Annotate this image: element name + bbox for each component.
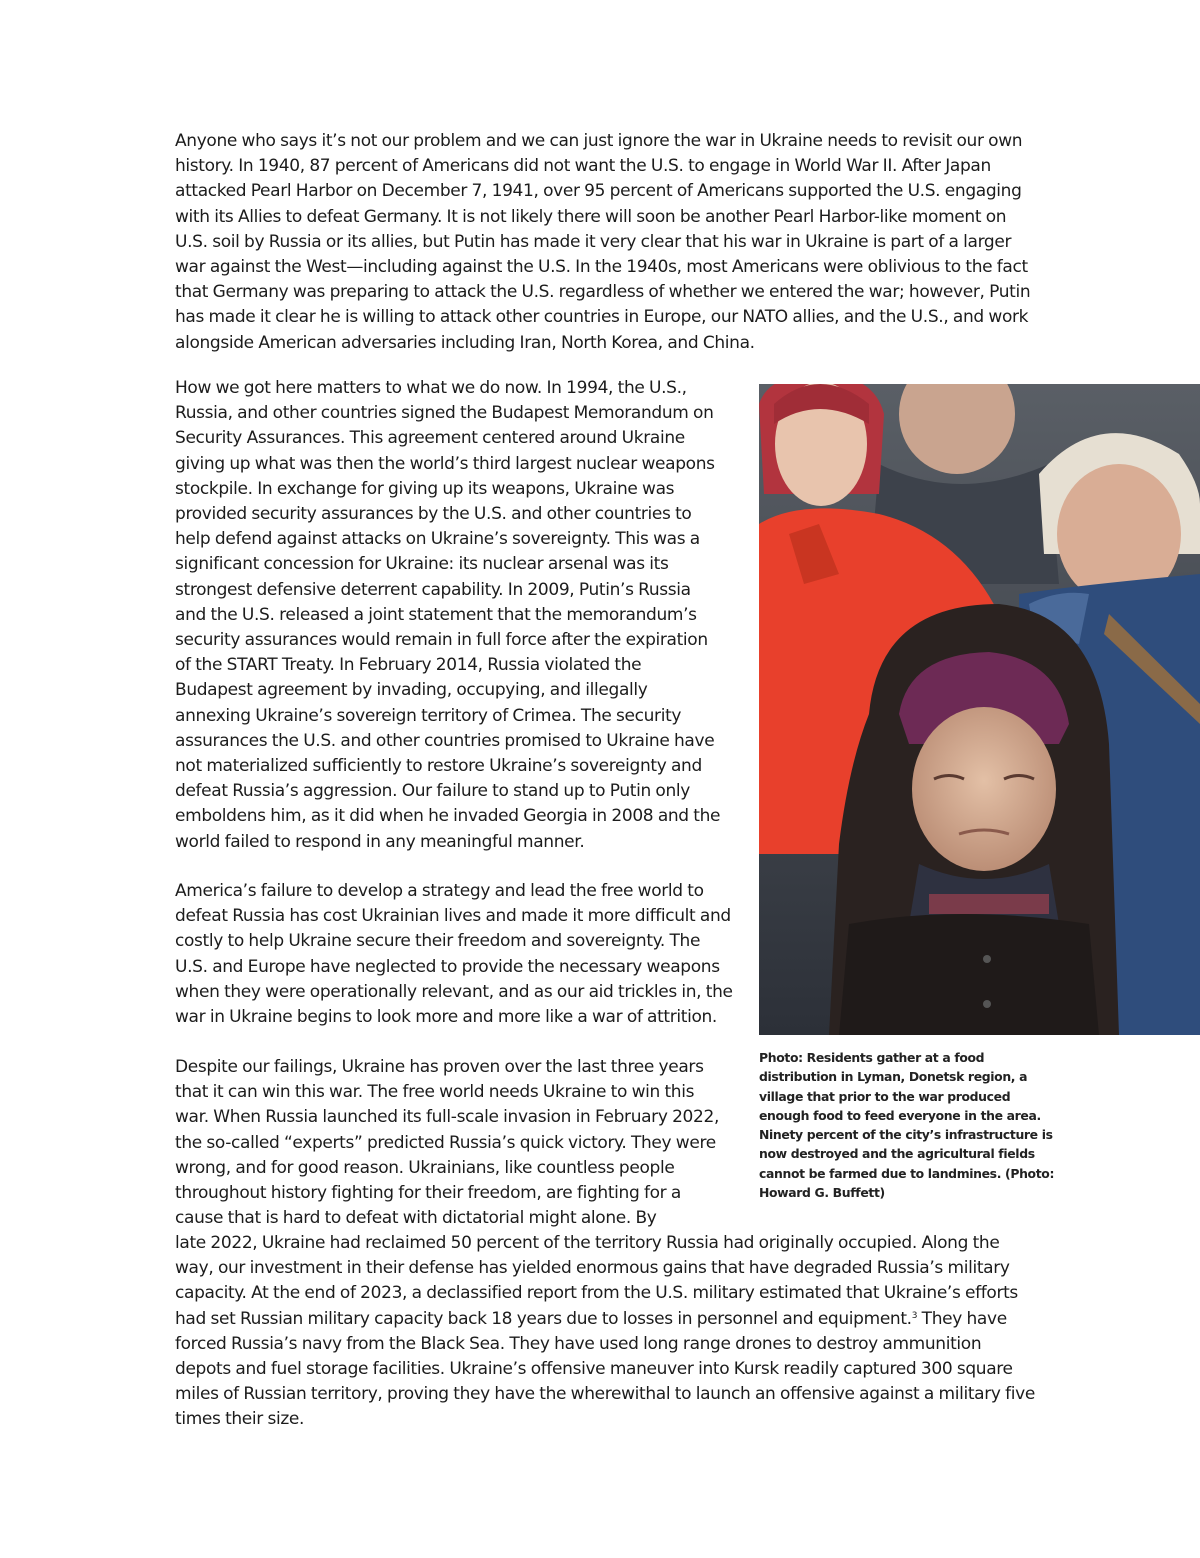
paragraph-ukraine-can-win: Despite our failings, Ukraine has proven over the last three years that it can win this war. The free world needs Ukraine to win this war. When Russia launched its full-scale invasion in February 2022, the so-called “experts” predicted Russia’s quick victory. They were wrong, and for good reason. Ukrainians, like countless people throughout history fighting for their freedom, are fighting for a cause that is hard to defeat with dictatorial might alone. By: [175, 1057, 720, 1229]
paragraph-ukraine-gains: [175, 1231, 1035, 1433]
residents-photo: [759, 384, 1200, 1035]
gains-text-before-note: late 2022, Ukraine had reclaimed 50 percent of the territory Russia had originally occupied. Along the way, our investment in their defense has yielded enormous gains that have degraded Russia’s military capacity. At the end of 2023, a declassified report from the U.S. military estimated that Ukraine’s efforts had set Russian military capacity back 18 years due to losses in personnel and equipment.: [175, 1233, 1018, 1329]
paragraph-budapest-memorandum: How we got here matters to what we do now. In 1994, the U.S., Russia, and other countries signed the Budapest Memorandum on Security Assurances. This agreement centered around Ukraine giving up what was then the world’s third largest nuclear weapons stockpile. In exchange for giving up its weapons, Ukraine was provided security assurances by the U.S. and other countries to help defend against attacks on Ukraine’s sovereignty. This was a significant concession for Ukraine: its nuclear arsenal was its strongest defensive deterrent capability. In 2009, Putin’s Russia and the U.S. released a joint statement that the memorandum’s security assurances would remain in full force after the expiration of the START Treaty. In February 2014, Russia violated the Budapest agreement by invading, occupying, and illegally annexing Ukraine’s sovereign territory of Crimea. The security assurances the U.S. and other countries promised to Ukraine have not materialized sufficiently to restore Ukraine’s sovereignty and defeat Russia’s aggression. Our failure to stand up to Putin only emboldens him, as it did when he invaded Georgia in 2008 and the world failed to respond in any meaningful manner.: [175, 378, 721, 852]
footnote-reference[interactable]: 3: [911, 1310, 918, 1321]
gains-text-after-note: They have forced Russia’s navy from the Black Sea. They have used long range drones to destroy ammunition depots and fuel storage facilities. Ukraine’s offensive maneuver into Kursk readily captured 300 square miles of Russian territory, proving they have the wherewithal to launch an offensive against a military five times their size.: [175, 1308, 1035, 1430]
paragraph-strategy-failure: America’s failure to develop a strategy and lead the free world to defeat Russia has cost Ukrainian lives and made it more difficult and costly to help Ukraine secure their freedom and sovereignty. The U.S. and Europe have neglected to provide the necessary weapons when they were operationally relevant, and as our aid trickles in, the war in Ukraine begins to look more and more like a war of attrition.: [175, 881, 733, 1028]
paragraph-history: Anyone who says it’s not our problem and we can just ignore the war in Ukraine needs to revisit our own history. In 1940, 87 percent of Americans did not want the U.S. to engage in World War II. After Japan attacked Pearl Harbor on December 7, 1941, over 95 percent of Americans supported the U.S. engaging with its Allies to defeat Germany. It is not likely there will soon be another Pearl Harbor-like moment on U.S. soil by Russia or its allies, but Putin has made it very clear that his war in Ukraine is part of a larger war against the West—including against the U.S. In the 1940s, most Americans were oblivious to the fact that Germany was preparing to attack the U.S. regardless of whether we entered the war; however, Putin has made it clear he is willing to attack other countries in Europe, our NATO allies, and the U.S., and work alongside American adversaries including Iran, North Korea, and China.: [175, 131, 1031, 353]
photo-caption: Photo: Residents gather at a food distribution in Lyman, Donetsk region, a village that prior to the war produced enough food to feed everyone in the area. Ninety percent of the city’s infrastructure is now destroyed and the agricultural fields cannot be farmed due to landmines. (Photo: Howard G. Buffett): [759, 1050, 1055, 1201]
